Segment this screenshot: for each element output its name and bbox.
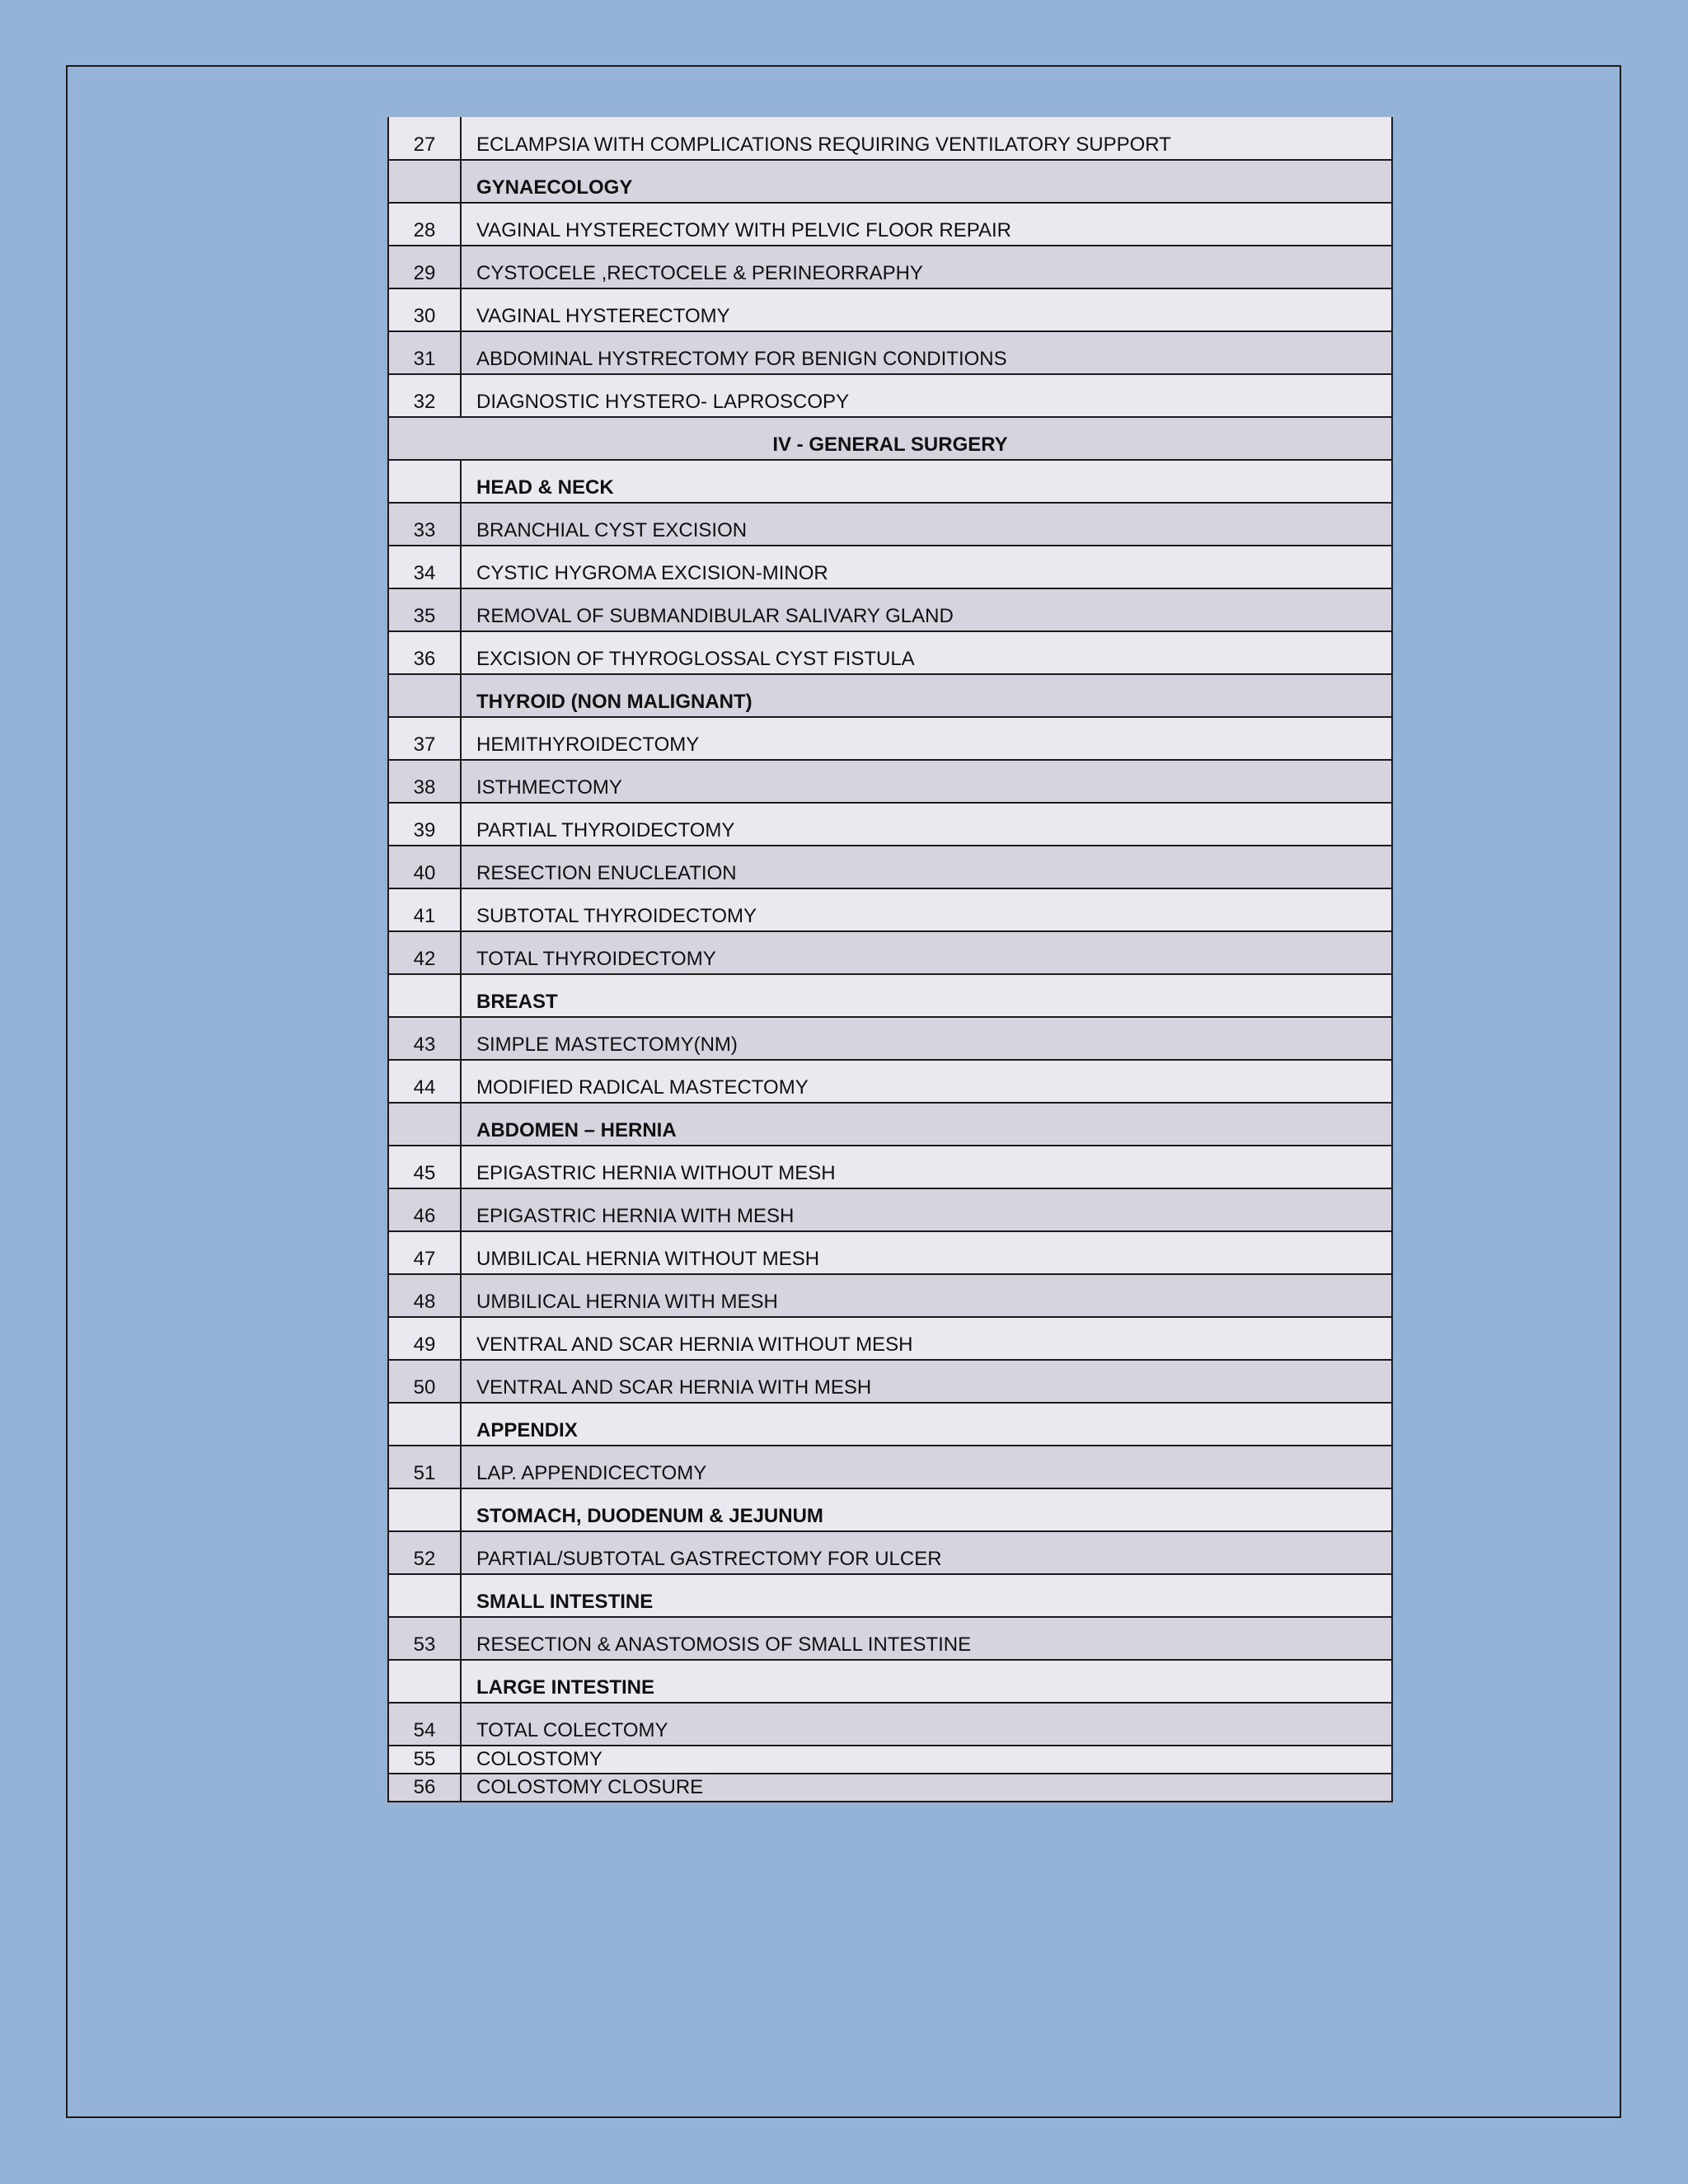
procedure-number xyxy=(388,1103,461,1146)
table-row xyxy=(388,631,1392,674)
category-title: THYROID (NON MALIGNANT) xyxy=(461,674,1392,717)
table-row xyxy=(388,1274,1392,1317)
table-row xyxy=(388,1774,1392,1802)
procedure-name: VAGINAL HYSTERECTOMY xyxy=(461,288,1392,331)
procedure-name: UMBILICAL HERNIA WITH MESH xyxy=(461,1274,1392,1317)
procedure-name: SUBTOTAL THYROIDECTOMY xyxy=(461,888,1392,931)
procedure-name: TOTAL THYROIDECTOMY xyxy=(461,931,1392,974)
procedure-number: 33 xyxy=(388,503,461,546)
procedure-number: 53 xyxy=(388,1617,461,1660)
procedure-number: 45 xyxy=(388,1146,461,1188)
procedure-name: UMBILICAL HERNIA WITHOUT MESH xyxy=(461,1231,1392,1274)
procedure-number: 41 xyxy=(388,888,461,931)
procedure-number: 56 xyxy=(388,1774,461,1802)
category-title: ABDOMEN – HERNIA xyxy=(461,1103,1392,1146)
table-row xyxy=(388,717,1392,760)
table-row xyxy=(388,203,1392,246)
procedure-name: HEMITHYROIDECTOMY xyxy=(461,717,1392,760)
category-header-row xyxy=(388,1574,1392,1617)
procedure-number: 35 xyxy=(388,588,461,631)
category-header-row xyxy=(388,1403,1392,1446)
table-row xyxy=(388,760,1392,803)
category-header-row xyxy=(388,1660,1392,1703)
procedure-number: 55 xyxy=(388,1746,461,1774)
procedure-number: 42 xyxy=(388,931,461,974)
category-header-row xyxy=(388,974,1392,1017)
procedure-number xyxy=(388,974,461,1017)
procedure-number: 31 xyxy=(388,331,461,374)
table-row xyxy=(388,374,1392,417)
section-header-row xyxy=(388,417,1392,460)
procedure-number: 54 xyxy=(388,1703,461,1746)
procedure-name: EPIGASTRIC HERNIA WITH MESH xyxy=(461,1188,1392,1231)
procedure-number xyxy=(388,1574,461,1617)
category-title: HEAD & NECK xyxy=(461,460,1392,503)
procedure-number xyxy=(388,674,461,717)
procedure-name: COLOSTOMY CLOSURE xyxy=(461,1774,1392,1802)
procedure-name: MODIFIED RADICAL MASTECTOMY xyxy=(461,1060,1392,1103)
procedure-name: ISTHMECTOMY xyxy=(461,760,1392,803)
procedure-name: DIAGNOSTIC HYSTERO- LAPROSCOPY xyxy=(461,374,1392,417)
table-row xyxy=(388,1188,1392,1231)
category-title: LARGE INTESTINE xyxy=(461,1660,1392,1703)
procedure-name: BRANCHIAL CYST EXCISION xyxy=(461,503,1392,546)
table-row xyxy=(388,117,1392,160)
procedure-number: 28 xyxy=(388,203,461,246)
procedure-name: RESECTION & ANASTOMOSIS OF SMALL INTESTINE xyxy=(461,1617,1392,1660)
procedure-number: 47 xyxy=(388,1231,461,1274)
procedure-name: CYSTIC HYGROMA EXCISION-MINOR xyxy=(461,546,1392,588)
category-title: STOMACH, DUODENUM & JEJUNUM xyxy=(461,1488,1392,1531)
procedure-name: SIMPLE MASTECTOMY(NM) xyxy=(461,1017,1392,1060)
category-header-row xyxy=(388,1488,1392,1531)
procedure-number: 36 xyxy=(388,631,461,674)
category-title: GYNAECOLOGY xyxy=(461,160,1392,203)
procedure-table-body xyxy=(388,117,1392,1802)
procedure-number: 40 xyxy=(388,846,461,888)
table-row xyxy=(388,1017,1392,1060)
procedure-name: CYSTOCELE ,RECTOCELE & PERINEORRAPHY xyxy=(461,246,1392,288)
procedure-number xyxy=(388,1403,461,1446)
table-row xyxy=(388,503,1392,546)
procedure-number: 37 xyxy=(388,717,461,760)
category-header-row xyxy=(388,460,1392,503)
table-row xyxy=(388,1060,1392,1103)
table-row xyxy=(388,1317,1392,1360)
table-row xyxy=(388,546,1392,588)
procedure-name: ECLAMPSIA WITH COMPLICATIONS REQUIRING VENTILATORY SUPPORT xyxy=(461,117,1392,160)
table-row xyxy=(388,288,1392,331)
category-title: APPENDIX xyxy=(461,1403,1392,1446)
table-row xyxy=(388,588,1392,631)
procedure-number: 38 xyxy=(388,760,461,803)
table-row xyxy=(388,1617,1392,1660)
procedure-number: 49 xyxy=(388,1317,461,1360)
table-row xyxy=(388,803,1392,846)
procedure-number: 43 xyxy=(388,1017,461,1060)
category-header-row xyxy=(388,160,1392,203)
procedure-number: 39 xyxy=(388,803,461,846)
procedure-name: PARTIAL THYROIDECTOMY xyxy=(461,803,1392,846)
table-row xyxy=(388,846,1392,888)
table-row xyxy=(388,931,1392,974)
table-row xyxy=(388,1446,1392,1488)
procedure-number: 48 xyxy=(388,1274,461,1317)
procedure-name: VENTRAL AND SCAR HERNIA WITH MESH xyxy=(461,1360,1392,1403)
table-row xyxy=(388,1231,1392,1274)
procedure-name: COLOSTOMY xyxy=(461,1746,1392,1774)
table-row xyxy=(388,1746,1392,1774)
procedure-name: TOTAL COLECTOMY xyxy=(461,1703,1392,1746)
table-row xyxy=(388,888,1392,931)
procedure-number xyxy=(388,1660,461,1703)
procedure-name: EPIGASTRIC HERNIA WITHOUT MESH xyxy=(461,1146,1392,1188)
category-header-row xyxy=(388,1103,1392,1146)
procedure-name: VAGINAL HYSTERECTOMY WITH PELVIC FLOOR REPAIR xyxy=(461,203,1392,246)
procedure-number: 29 xyxy=(388,246,461,288)
table-row xyxy=(388,1146,1392,1188)
category-title: SMALL INTESTINE xyxy=(461,1574,1392,1617)
procedure-number: 34 xyxy=(388,546,461,588)
table-row xyxy=(388,246,1392,288)
procedure-name: PARTIAL/SUBTOTAL GASTRECTOMY FOR ULCER xyxy=(461,1531,1392,1574)
procedure-name: EXCISION OF THYROGLOSSAL CYST FISTULA xyxy=(461,631,1392,674)
procedure-name: RESECTION ENUCLEATION xyxy=(461,846,1392,888)
procedure-number: 27 xyxy=(388,117,461,160)
procedure-number: 30 xyxy=(388,288,461,331)
table-row xyxy=(388,1703,1392,1746)
procedure-name: REMOVAL OF SUBMANDIBULAR SALIVARY GLAND xyxy=(461,588,1392,631)
procedure-number: 46 xyxy=(388,1188,461,1231)
procedure-number: 44 xyxy=(388,1060,461,1103)
procedure-number xyxy=(388,1488,461,1531)
section-title: IV - GENERAL SURGERY xyxy=(388,417,1392,460)
procedure-number: 51 xyxy=(388,1446,461,1488)
category-title: BREAST xyxy=(461,974,1392,1017)
procedure-number xyxy=(388,160,461,203)
table-row xyxy=(388,1531,1392,1574)
procedure-number: 50 xyxy=(388,1360,461,1403)
procedure-name: LAP. APPENDICECTOMY xyxy=(461,1446,1392,1488)
procedure-table xyxy=(387,117,1393,1802)
procedure-number: 52 xyxy=(388,1531,461,1574)
procedure-number: 32 xyxy=(388,374,461,417)
table-row xyxy=(388,1360,1392,1403)
table-row xyxy=(388,331,1392,374)
category-header-row xyxy=(388,674,1392,717)
procedure-number xyxy=(388,460,461,503)
procedure-name: ABDOMINAL HYSTRECTOMY FOR BENIGN CONDITIONS xyxy=(461,331,1392,374)
procedure-name: VENTRAL AND SCAR HERNIA WITHOUT MESH xyxy=(461,1317,1392,1360)
